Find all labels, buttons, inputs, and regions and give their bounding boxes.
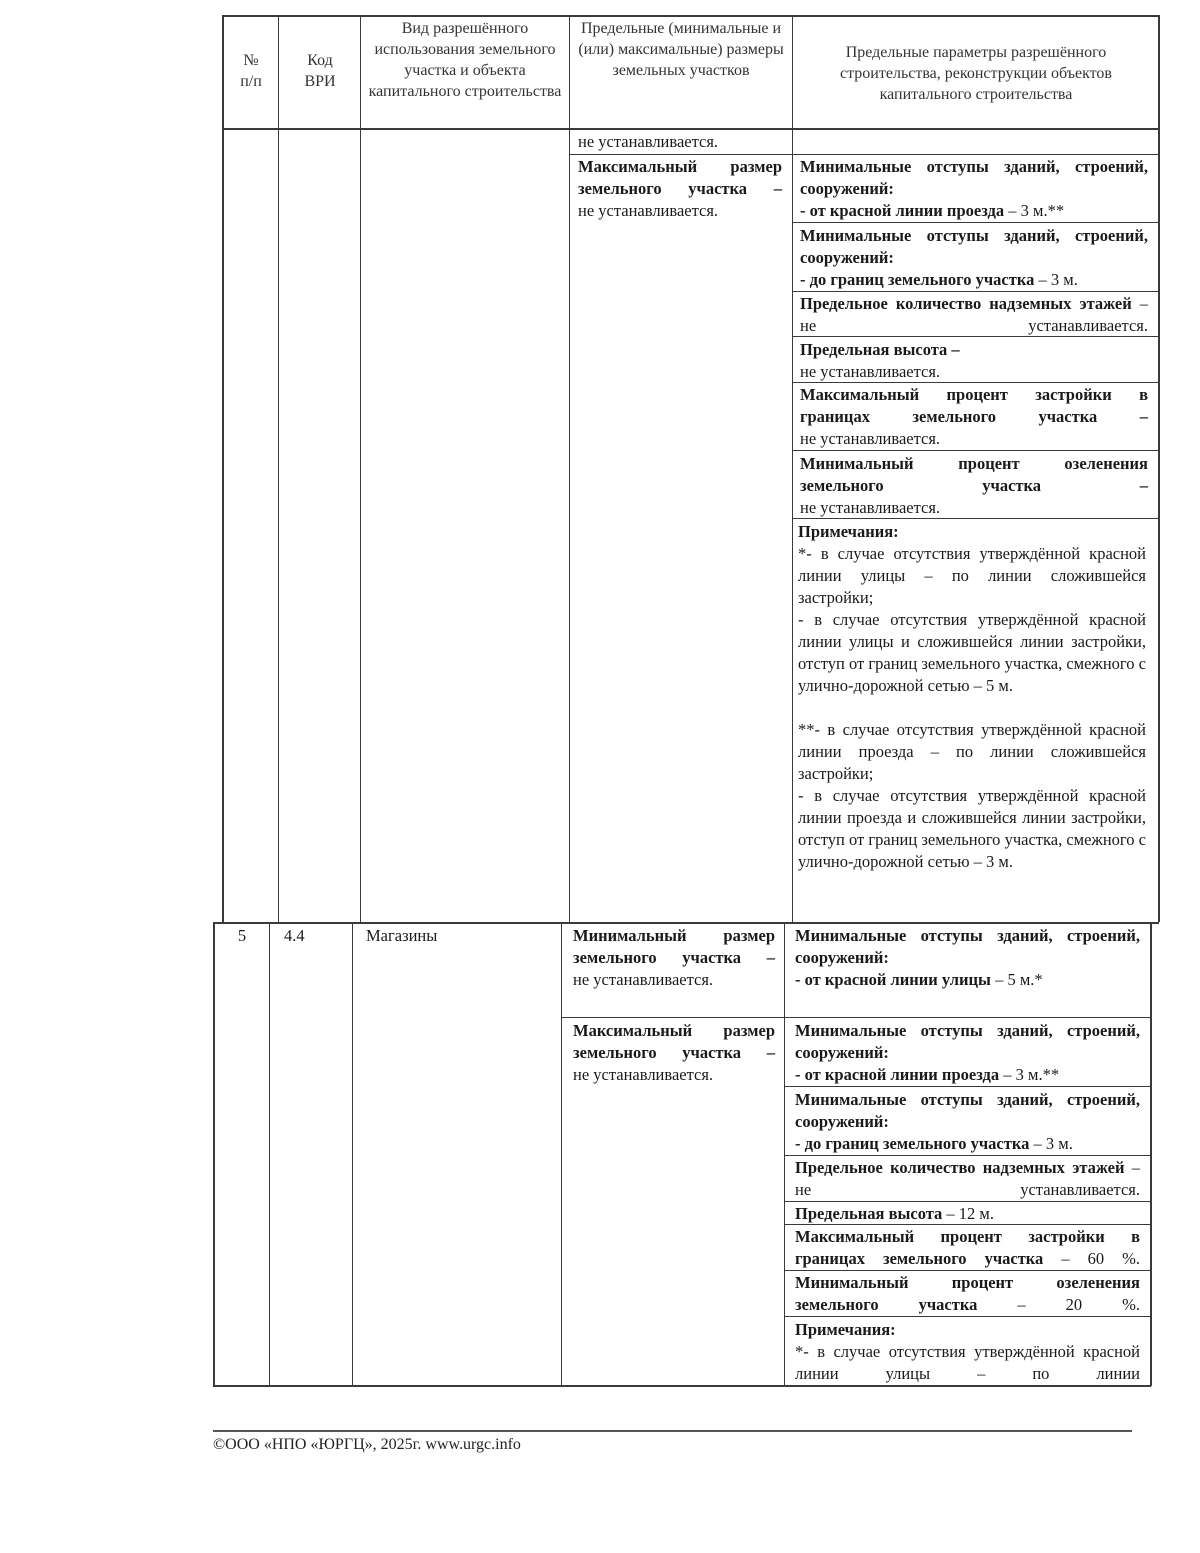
row5-name: Магазины — [366, 926, 438, 945]
row5-param-rule-2 — [784, 1086, 1151, 1087]
param-rule-2 — [792, 222, 1159, 223]
param-rule-3 — [792, 291, 1159, 292]
row5-param-greenery — [795, 1272, 1140, 1316]
param-greenery-label: Минимальный процент озеленения земельного участка – — [800, 454, 1148, 495]
table-border-right — [1158, 15, 1160, 922]
row5-param-rule-7 — [784, 1316, 1151, 1317]
row5-max-size-cell — [573, 1020, 775, 1086]
row5-top-rule — [213, 922, 1159, 924]
note-item: - в случае отсутствия утверждённой красной линии проезда и сложившейся линии застройки, отступ от границ земельного участка, смежного с улично-дорожной сетью – 3 м. — [798, 786, 1146, 871]
param-offset-title: Минимальные отступы зданий, строений, сооружений: — [795, 1021, 1140, 1062]
footer-copyright: ©ООО «НПО «ЮРГЦ», 2025г. www.urgc.info — [213, 1436, 521, 1453]
col-divider-1-lower — [269, 922, 270, 1386]
row5-min-size-cell — [573, 925, 775, 991]
param-offset-boundary — [800, 225, 1148, 291]
row5-notes-cell — [795, 1319, 1140, 1385]
param-height — [800, 339, 1148, 383]
param-offset-line: - от красной линии проезда — [795, 1065, 1000, 1084]
notes-title: Примечания: — [795, 1320, 896, 1339]
col-divider-3 — [569, 15, 570, 922]
param-offset-title: Минимальные отступы зданий, строений, сооружений: — [795, 1090, 1140, 1131]
note-item: **- в случае отсутствия утверждённой красной линии проезда – по линии сложившейся застройки; — [798, 720, 1146, 783]
param-greenery-value: – 20 %. — [977, 1295, 1140, 1314]
max-size-value: не устанавливается. — [578, 201, 719, 220]
size-split-1 — [569, 154, 793, 155]
param-offset-title: Минимальные отступы зданий, строений, сооружений: — [800, 157, 1148, 198]
param-floors — [800, 293, 1148, 337]
row5-param-rule-1 — [784, 1017, 1151, 1018]
row5-param-offset-driveway — [795, 1020, 1140, 1086]
param-coverage-label: Максимальный процент застройки в границах земельного участка — [795, 1227, 1140, 1268]
row5-max-size-value: не устанавливается. — [573, 1065, 714, 1084]
table-border-left-lower — [213, 922, 215, 1386]
col-divider-3-lower — [561, 922, 562, 1386]
row5-max-size-label: Максимальный размер земельного участка – — [573, 1021, 775, 1062]
col-divider-1 — [278, 15, 279, 922]
param-offset-driveway — [800, 156, 1148, 222]
param-offset-value: – 3 м.** — [999, 1065, 1060, 1084]
param-floors-label: Предельное количество надземных этажей — [795, 1158, 1125, 1177]
param-offset-title: Минимальные отступы зданий, строений, сооружений: — [795, 926, 1140, 967]
param-coverage — [800, 384, 1148, 450]
row5-number: 5 — [237, 926, 247, 945]
header-col-num: № п/п — [240, 52, 262, 90]
param-offset-value: – 3 м.** — [1004, 201, 1065, 220]
row5-code: 4.4 — [284, 926, 305, 945]
param-offset-value: – 3 м. — [1034, 270, 1078, 289]
row5-param-offset-street — [795, 925, 1140, 991]
row5-param-coverage — [795, 1226, 1140, 1270]
param-rule-1 — [792, 154, 1159, 155]
row5-param-floors — [795, 1157, 1140, 1201]
notes-cell — [798, 521, 1146, 873]
row5-param-rule-3 — [784, 1155, 1151, 1156]
table-border-bottom — [213, 1385, 1151, 1387]
row5-param-rule-4 — [784, 1201, 1151, 1202]
param-offset-value: – 3 м. — [1029, 1134, 1073, 1153]
note-item: *- в случае отсутствия утверждённой красной линии улицы – по линии — [795, 1342, 1140, 1383]
param-height-label: Предельная высота – — [800, 340, 960, 359]
param-rule-6 — [792, 450, 1159, 451]
footer-rule — [213, 1430, 1132, 1432]
param-height-label: Предельная высота — [795, 1204, 943, 1223]
param-coverage-value: не устанавливается. — [800, 429, 941, 448]
param-offset-line: - от красной линии улицы — [795, 970, 991, 989]
param-coverage-label: Максимальный процент застройки в границах земельного участка – — [800, 385, 1148, 426]
param-floors-label: Предельное количество надземных этажей — [800, 294, 1132, 313]
header-col-params: Предельные параметры разрешённого строительства, реконструкции объектов капитального строительства — [840, 44, 1112, 103]
param-offset-title: Минимальные отступы зданий, строений, сооружений: — [800, 226, 1148, 267]
row5-param-rule-6 — [784, 1270, 1151, 1271]
table-border-top — [222, 15, 1159, 17]
col-divider-2-lower — [352, 922, 353, 1386]
notes-title: Примечания: — [798, 522, 899, 541]
header-col-code: Код ВРИ — [304, 52, 336, 90]
row5-min-size-label: Минимальный размер земельного участка – — [573, 926, 775, 967]
max-size-label: Максимальный размер земельного участка – — [578, 157, 782, 198]
col-divider-4 — [792, 15, 793, 922]
param-height-value: – 12 м. — [942, 1204, 994, 1223]
param-floors-value: – не устанавливается. — [800, 294, 1148, 335]
header-col-type: Вид разрешённого использования земельного участка и объекта капитального строительства — [368, 20, 562, 100]
size-continuation: не устанавливается. — [578, 132, 719, 151]
row5-param-offset-boundary — [795, 1089, 1140, 1155]
param-greenery — [800, 453, 1148, 519]
param-coverage-value: – 60 %. — [1043, 1249, 1140, 1268]
max-size-cell — [578, 156, 782, 222]
note-item: *- в случае отсутствия утверждённой красной линии улицы – по линии сложившейся застройки; — [798, 544, 1146, 607]
row5-min-size-value: не устанавливается. — [573, 970, 714, 989]
param-greenery-value: не устанавливается. — [800, 498, 941, 517]
param-offset-line: - до границ земельного участка — [795, 1134, 1030, 1153]
param-height-value: не устанавливается. — [800, 362, 941, 381]
header-col-size: Предельные (минимальные и (или) максимальные) размеры земельных участков — [578, 20, 784, 79]
note-item: - в случае отсутствия утверждённой красной линии улицы и сложившейся линии застройки, отступ от границ земельного участка, смежного с улично-дорожной сетью – 5 м. — [798, 610, 1146, 695]
table-border-left — [222, 15, 224, 922]
param-floors-value: – не устанавливается. — [795, 1158, 1140, 1199]
param-greenery-label: Минимальный процент озеленения земельного участка — [795, 1273, 1140, 1314]
col-divider-2 — [360, 15, 361, 922]
row5-size-split — [561, 1017, 785, 1018]
header-bottom-rule — [222, 128, 1159, 130]
param-offset-line: - до границ земельного участка — [800, 270, 1035, 289]
param-offset-line: - от красной линии проезда — [800, 201, 1005, 220]
row5-param-height — [795, 1203, 1140, 1225]
param-offset-value: – 5 м.* — [990, 970, 1043, 989]
